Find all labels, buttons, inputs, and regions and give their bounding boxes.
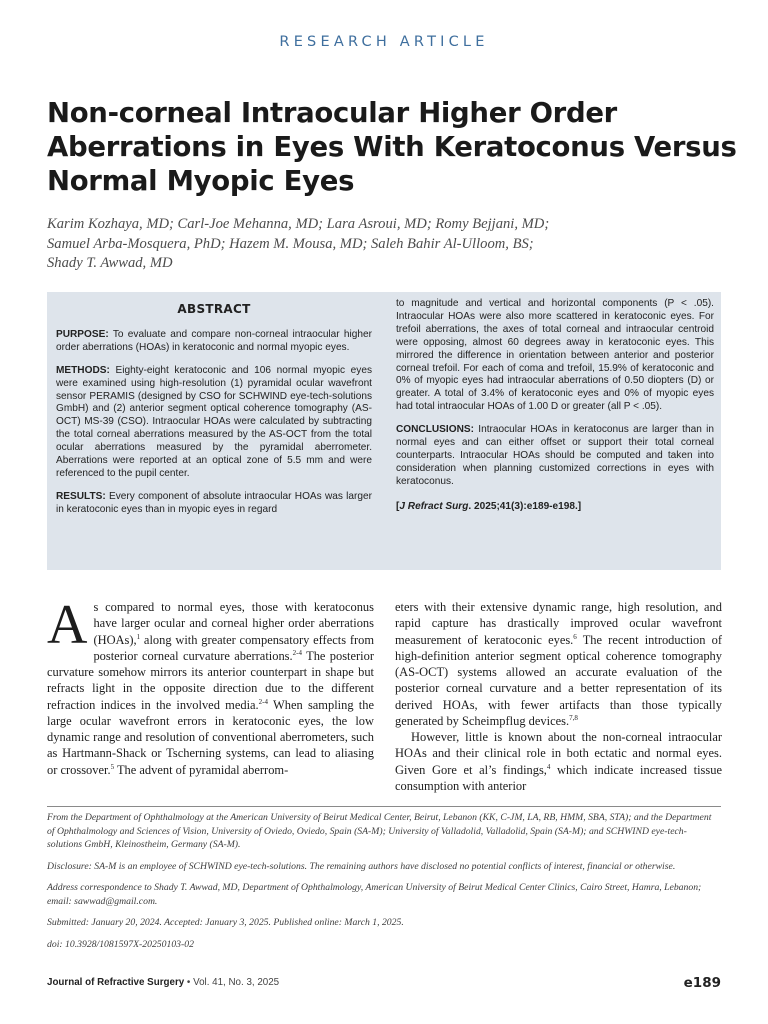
intro-paragraph-1-continued xyxy=(395,599,722,729)
methods-label: METHODS: xyxy=(56,364,110,376)
correspondence-note: Address correspondence to Shady T. Awwad, MD, Department of Ophthalmology, American University of Beirut Medical Center Clinics, Cairo Street, Hamra, Lebanon; email: sawwad@gmail.com. xyxy=(47,882,702,907)
citation-details: . 2025;41(3):e189-e198.] xyxy=(468,500,582,512)
affiliation-note: From the Department of Ophthalmology at the American University of Beirut Medical Center, Beirut, Lebanon (KK, C-JM, LA, RB, HMM, SBA, STA); and the Department of Ophthalmology and Sciences of Vision, University of Oviedo, Oviedo, Spain (SA-M); University of Valladolid, Valladolid, Spain (SA-M); and SCHWIND eye-tech-solutions GmbH, Kleinostheim, Germany (SA-M). xyxy=(47,812,712,850)
results-continued: to magnitude and vertical and horizontal components (P < .05). Intraocular HOAs were also more scattered in keratoconic eyes. For trefoil aberrations, the axes of total corneal and intraocular centroid were opposing, almost 60 degrees away in keratoconic eyes. This mirrored the difference in orientation between anterior and posterior corneal trefoil. For each of coma and trefoil, 15.9% of keratoconic and 0% of myopic eyes had intraocular aberrations of 0.50 diopters (D) or greater. A total of 3.4% of keratoconic eyes and 0% of myopic eyes had total intraocular HOAs of 1.00 D or greater (all P < .05). xyxy=(396,298,714,413)
drop-cap: A xyxy=(47,594,88,656)
citation-journal: J Refract Surg xyxy=(399,500,469,512)
intro-text-2: along with greater compensatory effects from posterior corneal curvature aberrations. xyxy=(93,632,374,663)
results-text: Every component of absolute intraocular HOAs was larger in keratoconic eyes than in myopic eyes in regard xyxy=(56,490,372,515)
methods-text: Eighty-eight keratoconic and 106 normal myopic eyes were examined using high-resolution (1) pyramidal ocular wavefront sensor PERAMIS (designed by CSO for SCHWIND eye-tech-solutions GmbH) and (2) anterior segment optical coherence tomography (AS-OCT) MS-39 (CSO). Intraocular HOAs were calculated by subtracting the total corneal aberrations measured by the AS-OCT from the total ocular aberrations measured by the pyramidal aberrometer. Aberrations were reported at an optical zone of 5.5 mm and were referenced to the pupil center. xyxy=(56,364,373,479)
author-line-3: Shady T. Awwad, MD xyxy=(47,255,173,271)
reference-1: 1 xyxy=(136,632,141,641)
footer-journal-name: Journal of Refractive Surgery xyxy=(47,977,185,988)
reference-3: 2-4 xyxy=(258,697,268,706)
author-list xyxy=(47,215,687,274)
article-type-label: RESEARCH ARTICLE xyxy=(279,34,489,50)
reference-2: 2-4 xyxy=(292,648,302,657)
disclosure-note: Disclosure: SA-M is an employee of SCHWIND eye-tech-solutions. The remaining authors have disclosed no potential conflicts of interest, financial or otherwise. xyxy=(47,860,676,872)
page-footer xyxy=(47,977,721,993)
conclusions-text: Intraocular HOAs in keratoconus are larger than in normal eyes and can either offset or support their total corneal counterparts. Intraocular HOAs should be computed and taken into consideration when planning customized corrections in eyes with keratoconus. xyxy=(396,424,714,487)
abstract-citation xyxy=(396,501,714,514)
abstract-methods xyxy=(56,365,372,481)
author-line-2: Samuel Arba-Mosquera, PhD; Hazem M. Mousa, MD; Saleh Bahir Al-Ulloom, BS; xyxy=(47,235,534,252)
intro-text-3: The posterior curvature somehow mirrors its anterior counterpart in shape but refracts light in the opposite direction due to the different refraction indices in the involved media. xyxy=(47,648,374,712)
citation-bracket: [ xyxy=(396,500,400,512)
intro-text-4: When sampling the large ocular wavefront errors in keratoconic eyes, the low dynamic range and resolution of conventional aberrometers, such as Hartmann-Shack or Tscherning systems, can lead to aliasing or crossover. xyxy=(47,697,374,777)
intro-text-6: eters with their extensive dynamic range, high resolution, and rapid capture has drastically improved ocular wavefront measurement of keratoconic eyes. xyxy=(395,600,722,647)
doi-note: doi: 10.3928/1081597X-20250103-02 xyxy=(47,938,194,950)
reference-7: 4 xyxy=(546,762,551,771)
abstract-box xyxy=(47,292,721,570)
author-line-1: Karim Kozhaya, MD; Carl-Joe Mehanna, MD; Lara Asroui, MD; Romy Bejjani, MD; xyxy=(47,216,550,232)
abstract-column-right xyxy=(396,298,714,514)
intro-text-1: s compared to normal eyes, those with keratoconus have larger ocular and corneal higher order aberrations (HOAs), xyxy=(93,600,374,647)
body-column-left xyxy=(47,594,374,778)
results-label: RESULTS: xyxy=(56,490,106,502)
intro-paragraph-1 xyxy=(47,594,374,778)
intro-text-7: The recent introduction of high-definition anterior segment optical coherence tomography (AS-OCT) systems allowed an accurate evaluation of the posterior corneal curvature and a better representation of its derived HOAs, with fewer artifacts than those typically generated by Scheimpflug devices. xyxy=(395,632,722,728)
abstract-purpose xyxy=(56,329,372,355)
footnotes xyxy=(47,811,721,959)
reference-6: 7,8 xyxy=(569,713,578,722)
abstract-heading: ABSTRACT xyxy=(177,302,251,316)
abstract-column-left xyxy=(56,303,372,527)
dates-note: Submitted: January 20, 2024. Accepted: January 3, 2025. Published online: March 1, 2025. xyxy=(47,917,404,928)
intro-paragraph-2 xyxy=(395,729,722,794)
purpose-label: PURPOSE: xyxy=(56,328,109,340)
purpose-text: To evaluate and compare non-corneal intraocular higher order aberrations (HOAs) in keratoconic and normal myopic eyes. xyxy=(56,328,372,353)
footnote-divider xyxy=(47,806,721,807)
intro-text-5: The advent of pyramidal aberrom- xyxy=(114,762,289,777)
body-column-right xyxy=(395,599,722,794)
reference-5: 6 xyxy=(573,632,577,641)
abstract-results xyxy=(56,491,372,517)
conclusions-label: CONCLUSIONS: xyxy=(396,424,474,436)
footer-volume: • Vol. 41, No. 3, 2025 xyxy=(184,977,280,988)
intro-text-9: which indicate increased tissue consumption with anterior xyxy=(395,762,722,793)
reference-4: 5 xyxy=(110,762,115,771)
page-number: e189 xyxy=(683,975,721,991)
abstract-conclusions xyxy=(396,424,714,489)
intro-text-8: However, little is known about the non-corneal intraocular HOAs and their clinical role in both ectatic and normal eyes. Given Gore et al’s findings, xyxy=(395,730,722,777)
article-title: Non-corneal Intraocular Higher Order Aberrations in Eyes With Keratoconus Versus Normal Myopic Eyes xyxy=(47,97,737,197)
